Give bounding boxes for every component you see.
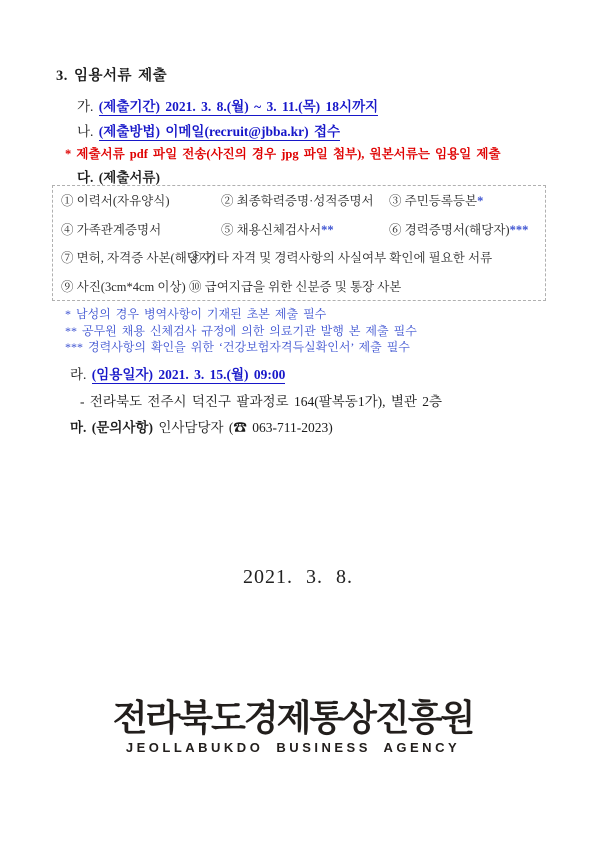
table-cell: ⑨ 사진(3cm*4cm 이상) [61, 279, 186, 294]
table-cell: ② 최종학력증명·성적증명서 [221, 194, 374, 209]
submission-method-line [77, 120, 340, 140]
pdf-warning-note: * 제출서류 pdf 파일 전송(사진의 경우 jpg 파일 첨부), 원본서류는 임용일 제출 [65, 147, 501, 161]
table-cell: ⑥ 경력증명서(해당자)*** [389, 222, 529, 237]
submission-period-text: (제출기간) 2021. 3. 8.(월) ~ 3. 11.(목) 18시까지 [98, 99, 379, 114]
item-label-da: 다. [77, 170, 94, 185]
agency-name-english: JEOLLABUKDO BUSINESS AGENCY [125, 740, 461, 755]
item-label-na: 나. [77, 124, 94, 139]
contact-line [70, 416, 333, 436]
footnote-mark: ** [321, 222, 334, 237]
footnotes-block [65, 306, 417, 356]
table-row [53, 243, 545, 272]
item-label-ra: 라. [70, 367, 87, 382]
agency-logo [0, 698, 600, 755]
submission-method-text: (제출방법) 이메일(recruit@jbba.kr) 접수 [98, 124, 341, 139]
footnote-mark: *** [509, 222, 529, 237]
table-row [53, 272, 545, 301]
appointment-date-text: (임용일자) 2021. 3. 15.(월) 09:00 [91, 367, 286, 382]
appointment-date-line [70, 363, 285, 383]
footnote-medical: ** 공무원 채용 신체검사 규정에 의한 의료기관 발행 본 제출 필수 [65, 323, 417, 338]
table-row [53, 186, 545, 215]
section-title: 3. 임용서류 제출 [56, 68, 168, 84]
submission-period-line [77, 95, 378, 115]
footnote-career: *** 경력사항의 확인을 위한 ‘건강보험자격득실확인서’ 제출 필수 [65, 340, 410, 354]
footnote-mark: * [477, 194, 484, 209]
table-cell: ⑩ 급여지급을 위한 신분증 및 통장 사본 [189, 279, 402, 294]
table-cell: ⑤ 채용신체검사서** [221, 222, 334, 237]
contact-text: 인사담당자 (☎ 063-711-2023) [158, 420, 333, 435]
item-label-ga: 가. [77, 99, 94, 114]
table-cell: ⑦ 면허, 자격증 사본(해당자) [61, 251, 216, 266]
agency-name-korean: 전라북도경제통상진흥원 [112, 697, 474, 738]
item-label-ma: 마. [70, 420, 87, 435]
documents-heading-line [77, 166, 160, 186]
table-row [53, 215, 545, 244]
table-cell: ③ 주민등록등본* [389, 194, 484, 209]
issue-date: 2021. 3. 8. [243, 566, 353, 588]
contact-heading: (문의사항) [91, 420, 153, 435]
required-documents-table [52, 185, 546, 301]
table-cell: ① 이력서(자유양식) [61, 194, 170, 209]
table-cell: ④ 가족관계증명서 [61, 222, 162, 237]
appointment-address-line: - 전라북도 전주시 덕진구 팔과정로 164(팔복동1가), 별관 2층 [80, 394, 443, 409]
documents-heading-text: (제출서류) [98, 170, 160, 185]
table-cell: ⑧ 기타 자격 및 경력사항의 사실여부 확인에 필요한 서류 [189, 251, 493, 266]
footnote-military: * 남성의 경우 병역사항이 기재된 초본 제출 필수 [65, 307, 327, 321]
